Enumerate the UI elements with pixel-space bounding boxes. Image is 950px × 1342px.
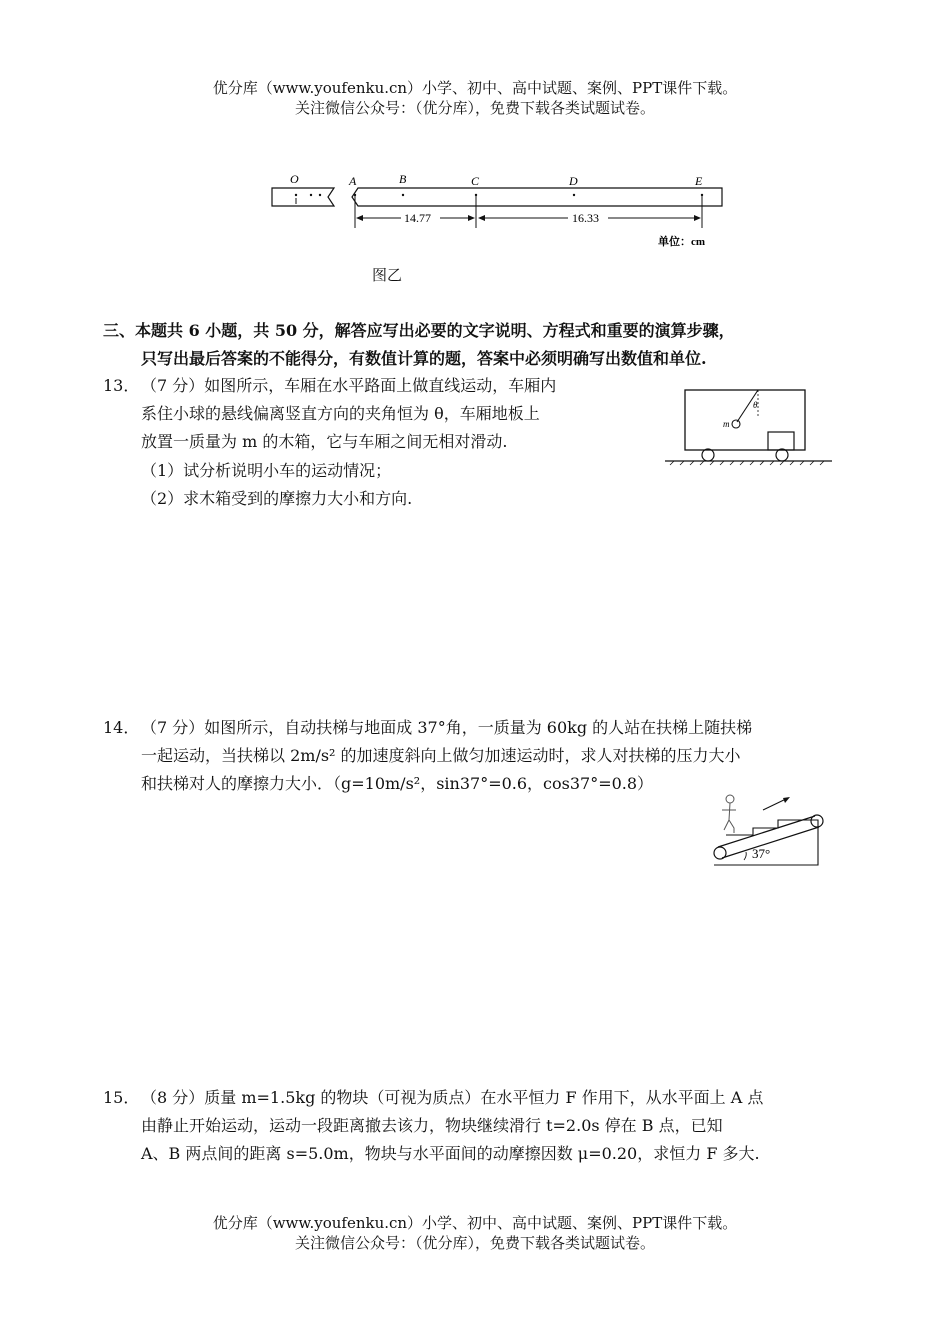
q15-line-1: （8 分）质量 m=1.5kg 的物块（可视为质点）在水平恒力 F 作用下，从水平面上 A 点: [141, 1088, 764, 1107]
q13-line-3: 放置一质量为 m 的木箱，它与车厢之间无相对滑动.: [141, 432, 508, 451]
distance-ce-label: 16.33: [572, 211, 599, 225]
q14-line-3: 和扶梯对人的摩擦力大小．（g=10m/s²，sin37°=0.6，cos37°=0.8）: [141, 774, 654, 793]
q15-number: 15．: [103, 1088, 140, 1107]
q13-sub-1: （1）试分析说明小车的运动情况；: [141, 461, 392, 480]
wooden-box: [768, 432, 794, 450]
q13-line-2: 系住小球的悬线偏离竖直方向的夹角恒为 θ，车厢地板上: [141, 404, 540, 423]
q13-line-1: （7 分）如图所示，车厢在水平路面上做直线运动，车厢内: [141, 376, 557, 395]
q15-line-2: 由静止开始运动，运动一段距离撤去该力，物块继续滑行 t=2.0s 停在 B 点，已知: [141, 1116, 723, 1135]
railcar-figure: [660, 382, 838, 472]
point-label-c: C: [471, 174, 480, 188]
point-label-b: B: [399, 172, 407, 186]
figure-caption: 图乙: [372, 266, 403, 284]
q13-number: 13．: [103, 376, 140, 395]
wheel-left: [702, 449, 714, 461]
footer-line-1: 优分库（www.youfenku.cn）小学、初中、高中试题、案例、PPT课件下载。: [212, 1214, 738, 1232]
point-label-o: O: [290, 172, 299, 186]
tape-right-piece: [352, 188, 722, 206]
point-label-a: A: [349, 174, 357, 188]
section-heading-line-1: 三、本题共 6 小题，共 50 分，解答应写出必要的文字说明、方程式和重要的演算步骤，: [103, 321, 735, 340]
person-figure: [722, 795, 736, 833]
q15-line-3: A、B 两点间的距离 s=5.0m，物块与水平面间的动摩擦因数 μ=0.20，求恒力 F 多大.: [141, 1144, 760, 1163]
mass-label: m: [723, 419, 730, 429]
escalator-figure: [708, 790, 830, 870]
q13-sub-2: （2）求木箱受到的摩擦力大小和方向.: [141, 489, 413, 508]
section-heading-line-2: 只写出最后答案的不能得分，有数值计算的题，答案中必须明确写出数值和单位.: [141, 349, 707, 368]
footer-line-2: 关注微信公众号：（优分库），免费下载各类试题试卷。: [294, 1234, 655, 1252]
tape-left-piece: [272, 188, 334, 206]
dimension-ce: [478, 211, 701, 225]
angle-label: 37°: [752, 846, 771, 861]
distance-ac-label: 14.77: [404, 211, 431, 225]
q14-line-1: （7 分）如图所示，自动扶梯与地面成 37°角，一质量为 60kg 的人站在扶梯上随扶梯: [141, 718, 753, 737]
car-body: [685, 390, 805, 450]
unit-label: 单位：cm: [658, 236, 706, 248]
page-footer: [0, 1213, 950, 1253]
dimension-ac: [356, 211, 475, 225]
wheel-right: [776, 449, 788, 461]
header-line-2: 关注微信公众号：（优分库），免费下载各类试题试卷。: [294, 99, 655, 117]
ticker-tape-figure: [262, 168, 732, 258]
point-label-e: E: [695, 174, 703, 188]
q14-line-2: 一起运动，当扶梯以 2m/s² 的加速度斜向上做匀加速运动时，求人对扶梯的压力大小: [141, 746, 741, 765]
header-line-1: 优分库（www.youfenku.cn）小学、初中、高中试题、案例、PPT课件下载。: [212, 79, 738, 97]
q14-number: 14．: [103, 718, 140, 737]
theta-label: θ: [753, 400, 758, 410]
page-header: [0, 78, 950, 118]
point-label-d: D: [569, 174, 578, 188]
pendulum-ball: [732, 420, 740, 428]
